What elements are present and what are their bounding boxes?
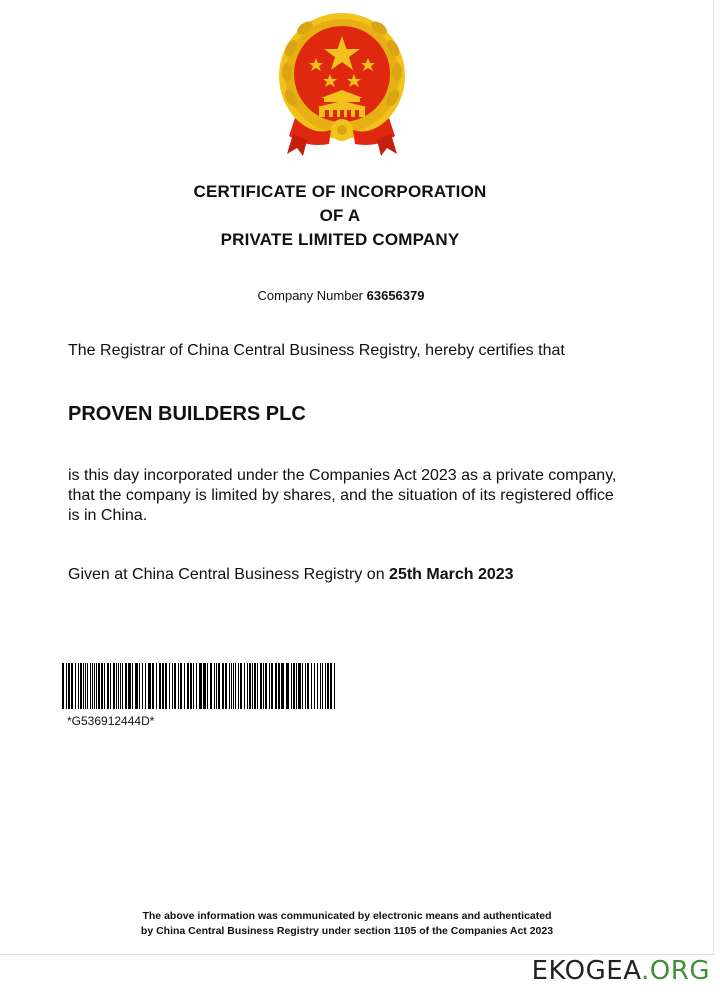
given-at-text: Given at China Central Business Registry on [68, 566, 385, 583]
watermark-logo [532, 956, 710, 986]
barcode-text: *G536912444D* [67, 714, 155, 728]
title-line-2: OF A [319, 206, 361, 225]
company-number-line [0, 288, 682, 303]
given-at-line [68, 566, 514, 584]
footer-line-1: The above information was communicated by electronic means and authenticated [142, 910, 552, 922]
registrar-statement: The Registrar of China Central Business Registry, hereby certifies that [68, 342, 565, 359]
barcode-icon [60, 663, 338, 709]
footer-authentication-note [0, 909, 694, 939]
footer-line-2: by China Central Business Registry under section 1105 of the Companies Act 2023 [140, 925, 554, 937]
watermark-part-b: .ORG [641, 956, 710, 986]
title-line-1: CERTIFICATE OF INCORPORATION [193, 182, 487, 201]
national-emblem-icon [273, 12, 411, 158]
company-number-label: Company Number [257, 288, 364, 303]
company-name: PROVEN BUILDERS PLC [68, 403, 306, 425]
watermark-part-a: EKOGEA [531, 956, 642, 986]
certificate-title [0, 180, 680, 252]
given-date: 25th March 2023 [389, 566, 514, 583]
incorporation-text: is this day incorporated under the Companies Act 2023 as a private company, that the company is limited by shares, and the situation of its registered office is in China. [68, 467, 617, 524]
company-number-value: 63656379 [366, 288, 425, 303]
title-line-3: PRIVATE LIMITED COMPANY [220, 230, 460, 249]
